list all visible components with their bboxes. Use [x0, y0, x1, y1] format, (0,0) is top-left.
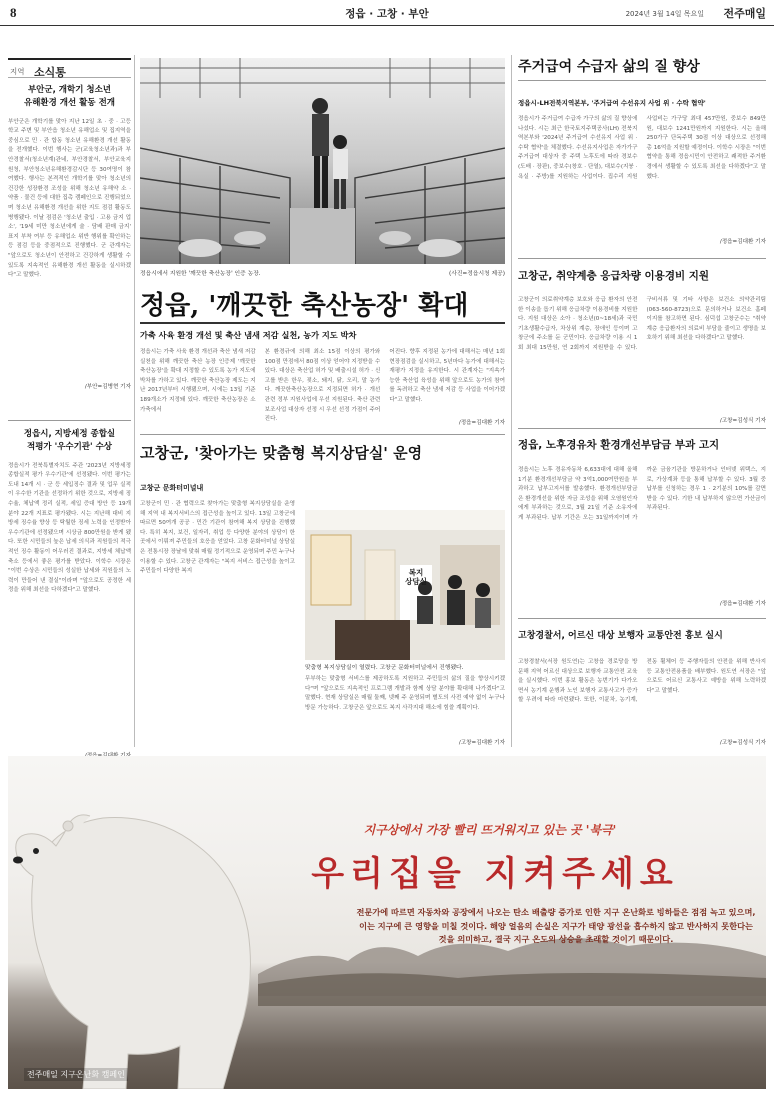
ambulance-body: 고창군이 의료취약계층 보호와 응급 환자의 안전한 이송을 돕기 위해 응급차량 이용경비를 지원한다. 지원 대상은 소아 · 청소년(0~18세)과 국민기초생활수급자, 차상위 계층, 장애인 등이며 고창군에 주소를 둔 군민이다. 응급차량 이용 시 1회 최대 15만원, 연 2회까지 지원받을 수 있다. 구비서류 및 기타 사항은 보건소 의약관리팀(063-560-8723)으로 문의하거나 보건소 홈페이지를 참고하면 된다. 심덕섭 고창군수는 "취약계층 응급환자의 의료비 부담을 줄이고 생명을 보호하기 위해 최선을 다하겠다"고 말했다.: [518, 297, 766, 352]
climate-campaign-ad: [8, 756, 766, 1089]
housing-body-text: 정읍시가 주거급여 수급자 가구의 삶의 질 향상에 나섰다. 시는 최근 한국토지주택공사(LH) 전북지역본부와 '2024년 주거급여 수선유지 사업 위 · 수탁 협약'을 체결했다. 수선유지사업은 자가가구 주거급여 대상자 중 주택 노후도에 따라 경보수(도배 · 장판), 중보수(창호 · 단열), 대보수(지붕 · 욕실 · 주방)를 지원하는 사업이다. 집수리 지원 사업비는 가구당 최대 457만원, 중보수 849만원, 대보수 1241만원까지 지원한다. 시는 올해 250가구 단독주택 30점 이상 대상으로 선정해 총 16억을 지원할 예정이다. 이학수 시장은 "이번 협약을 통해 정읍시민이 안전하고 쾌적한 주거환경에서 생활할 수 있도록 최선을 다하겠다"고 말했다.: [518, 116, 766, 180]
housing-subhead: 정읍시-LH전북지역본부, '주거급여 수선유지 사업 위 · 수탁 협약': [518, 99, 706, 107]
welfare-body-right: 무부하는 맞춤형 서비스를 제공하도록 지원하고 주민들의 삶의 질을 향상시키겠다"며 "앞으로도 지속적인 프로그램 개발과 함께 상담 분야를 확대해 나가겠다"고 말했다. 현재 상담실은 매월 둘째, 넷째 주 운영되며 별도의 사전 예약 없이 누구나 방문 가능하다. 고창군은 앞으로도 복지 사각지대 해소에 힘쓸 계획이다.: [305, 676, 505, 711]
diesel-byline: /정읍=김대환 기자: [719, 601, 766, 607]
main-byline: /정읍=김대환 기자: [458, 420, 506, 426]
housing-headline: 주거급여 수급자 삶의 질 향상: [518, 59, 700, 75]
main-body-col1: 정읍시는 가축 사육 환경 개선과 축산 냄새 저감 실천을 위해 깨끗한 축산 농장 인증제 '깨끗한 축산농장'을 확대 지정할 수 있도록 농가 지도에 박차를 가하고 있다. 깨끗한 축산농장 제도는 지난 2017년부터 시행됐으며, 시에는 13일 기준 189개소가 지정돼 있다. 깨끗한 축산농장은 소가축에서: [140, 349, 256, 413]
column-divider: [134, 55, 135, 747]
main-headline: 정읍, '깨끗한 축산농장' 확대: [140, 291, 469, 321]
news-label: 소식통: [34, 66, 66, 79]
article-divider: [518, 428, 766, 429]
main-body-col3: [389, 348, 505, 426]
main-subhead: 가축 사육 환경 개선 및 축산 냄새 저감 실천, 농가 지도 박차: [140, 330, 357, 340]
article-divider: [518, 258, 766, 259]
article-jeongeup-tax: [8, 428, 131, 759]
photo-source: (사진=정읍시청 제공): [448, 271, 505, 277]
article-title: 정읍시, 지방세정 종합실 적평가 '우수기관' 수상: [23, 429, 116, 452]
headline-rule: [518, 80, 766, 81]
police-body: 고창경찰서(서장 원도연)는 고창읍 경로당을 방문해 지역 어르신 대상으로 보행자 교통안전 교육을 실시했다. 이번 홍보 활동은 농번기가 다가오면서 농기계 운행과 노인 보행자 교통사고가 증가할 우려에 따라 마련됐다. 또한, 이륜차, 농기계, 전동 휠체어 등 주행자들의 안전을 위해 반사지 등 교통안전용품을 배부했다. 원도연 서장은 "앞으로도 어르신 교통사고 예방을 위해 노력하겠다"고 말했다.: [518, 659, 766, 704]
diesel-body: 정읍시는 노후 경유자동차 6,633대에 대해 올해 1기분 환경개선부담금 약 3억1,000여만원을 부과하고 납부고지서를 발송했다. 환경개선부담금은 환경개선을 위한 자금 조성을 위해 오염원인자에게 부과하는 것으로, 3월 21일 기준 소유자에게 부과된다. 납부 기간은 오는 31일까지이며 가까운 금융기관을 방문하거나 인터넷 위택스, 지로, 가상계좌 등을 통해 납부할 수 있다. 3월 중 납부를 신청하는 경우 1 · 2기분의 10%를 감면받을 수 있다. 기한 내 납부하지 않으면 가산금이 부과된다.: [518, 467, 766, 522]
article-body: 부안군은 개학기를 맞아 지난 12일 초 · 중 · 고등학교 주변 및 부안읍 청소년 유해업소 및 집지역을 중심으로 민 · 관 합동 청소년 유해환경 개선 활동을 전개했다. 이번 행사는 군(교육청소년과)과 부안경찰서(청소년계)관네, 부안경찰서, 부안교육지원청, 부안청소년유해환경감시단 등 30여명이 참여했다. 행사는 본격적인 개학기를 맞아 청소년의 건강한 성장환경 조성을 위해 청소년 유해약 소 · 약품 · 물건 등에 대한 집촉 캠페인으로 진행되었으며 청소년 유해환경 개선을 위한 지도 점검 활동도 병행됐다. 이날 점검은 '청소년 출입 · 고용 금지 업소', '19세 미만 청소년에게 술 · 담배 판매 금지' 표지 부착 여부 등 유해업소 위반 행위를 확인하는 등 점검 등을 중점적으로 진행했다. 군 관계자는 "앞으로도 청소년이 안전하고 건강하게 생활할 수 있도록 지속적인 유해환경 개선 활동을 실시하겠다"고 말했다.: [8, 118, 131, 279]
caption-text: 맞춤형 복지상담실이 열렸다. 고창군 문화터미널에서 진행됐다.: [305, 665, 464, 671]
housing-byline: /정읍=김대환 기자: [719, 239, 766, 245]
welfare-body-left: 고창군이 민 · 관 협력으로 찾아가는 맞춤형 복지상담실을 운영해 지역 내 복지서비스의 접근성을 높이고 있다. 13일 고창군에 따르면 50여개 공공 · 민간 기관이 참여해 복지 상담을 진행했다. 특히 복지, 보건, 일자리, 취업 등 다양한 분야의 상담이 한 곳에서 이뤄져 주민들의 호응을 얻었다. 고창 문화터미널 상담실은 전통시장 장날에 맞춰 매월 정기적으로 운영되며 주민 누구나 이용할 수 있다. 고창군 관계자는 "복지 서비스 접근성을 높이고 주민들이 다양한 복지: [140, 501, 295, 575]
farm-photo-caption: [140, 268, 505, 277]
article-divider: [518, 618, 766, 619]
pig-farm-image: [140, 58, 505, 264]
police-headline: 고창경찰서, 어르신 대상 보행자 교통안전 홍보 실시: [518, 631, 723, 641]
farm-photo: [140, 58, 505, 264]
headline-rule: [140, 322, 505, 324]
section-title: 정읍 · 고창 · 부안: [345, 8, 429, 20]
region-news-tag: [8, 58, 131, 78]
article-divider: [140, 434, 505, 435]
housing-body: [518, 115, 766, 235]
main-body-col2: 본 환경규에 의해 최소 15점 이상의 평가와 100점 만점에서 80점 이상 얻어야 지정받을 수 있다. 대상은 축산업 허가 및 배출시설 허가 · 신고를 받은 한우, 젖소, 돼지, 닭, 오리, 말 농가다. 깨끗한축산농장으로 지정되면 허가 · 개선 관련 정부 지원사업에 우선 지원된다. 축산 관련 보조사업 대상자 선정 시 우선 선정 가점이 주어진다.: [264, 349, 381, 423]
newspaper-name: 전주매일: [723, 7, 766, 20]
caption-text: 정읍시에서 지원한 '깨끗한 축산농장' 인증 농장.: [140, 271, 261, 277]
article-body: 정읍시가 전북특별자치도 주관 '2023년 지방세정 종합실적 평가 우수기관'에 선정됐다. 이번 평가는 도내 14개 시 · 군 등 세입징수 결과 및 업무 실적이 우수한 기관을 선정하기 위한 것으로, 지방세 징수율, 체납액 정리 실적, 세입 증대 방안 등 19개 분야 22개 지표로 평가됐다. 시는 지난해 대비 지방세 징수율 향상 등 탁월한 징세 노력을 인정받아 우수기관에 선정됐으며 시상금 800만원을 받게 됐다. 또한 시민들의 높은 납세 의식과 직원들의 적극적인 징수 활동이 어우러진 결과로, 지방세 체납액 축소 등에서 좋은 평가를 받았다. 이학수 시장은 "이번 수상은 시민들의 성실한 납세와 직원들의 노력이 만들어 낸 결실"이라며 "앞으로도 공정한 세정을 위해 최선을 다하겠다"고 말했다.: [8, 462, 131, 594]
welfare-headline: 고창군, '찾아가는 맞춤형 복지상담실' 운영: [140, 444, 423, 462]
ad-description: 전문가에 따르면 자동차와 공장에서 나오는 탄소 배출량 증가로 인한 지구 온난화로 빙하들은 점점 녹고 있으며, 이는 지구에 큰 영향을 미칠 것이다. 해양 얼음의 손실은 지구가 태양 광선을 흡수하지 않고 반사하지 못한다는 것을 의미하고, 결국 지구 온도의 상승을 초래할 것이기 때문이다.: [356, 907, 756, 945]
article-buan-youth: [8, 84, 131, 390]
welfare-photo: [305, 510, 505, 660]
page-header: [0, 0, 774, 26]
welfare-photo-caption: [305, 662, 505, 671]
ad-tagline: 지구상에서 가장 빨리 뜨거워지고 있는 곳 '북극': [363, 823, 617, 837]
page-number: 8: [10, 5, 17, 20]
ad-title: 우리집을 지켜주세요: [311, 854, 679, 894]
main-article-body: [140, 348, 505, 426]
welfare-sign: 복지 상담실: [405, 568, 427, 586]
article-divider: [8, 420, 131, 421]
police-byline: /고창=김성식 기자: [719, 740, 766, 746]
region-label: 지역: [10, 67, 25, 76]
ambulance-headline: 고창군, 취약계층 응급차량 이용경비 지원: [518, 270, 710, 282]
ad-credit: 전주매일 지구온난화 캠페인: [24, 1068, 128, 1081]
welfare-subhead: 고창군 문화터미널내: [140, 484, 204, 492]
article-byline: /부안=김병현 기자: [84, 383, 131, 390]
ambulance-byline: /고창=김성식 기자: [719, 418, 766, 424]
diesel-headline: 정읍, 노후경유차 환경개선부담금 부과 고지: [518, 439, 720, 451]
issue-date: 2024년 3월 14일 목요일: [625, 10, 704, 18]
welfare-byline: /고창=김대환 기자: [458, 740, 505, 746]
column-divider: [511, 55, 512, 747]
article-title: 부안군, 개학기 청소년 유해환경 개선 활동 전개: [24, 85, 115, 108]
main-body-col3-text: 어진다. 향후 지정된 농가에 대해서는 매년 1회 현장점검을 실시하고, 5년마다 농가에 대해서는 재평가 지정을 유지한다. 시 관계자는 "지속가능한 축산업 육성을 위해 앞으로도 농가의 참여를 독려하고 축산 냄새 저감 등 사업을 이어가겠다"고 말했다.: [389, 349, 506, 404]
